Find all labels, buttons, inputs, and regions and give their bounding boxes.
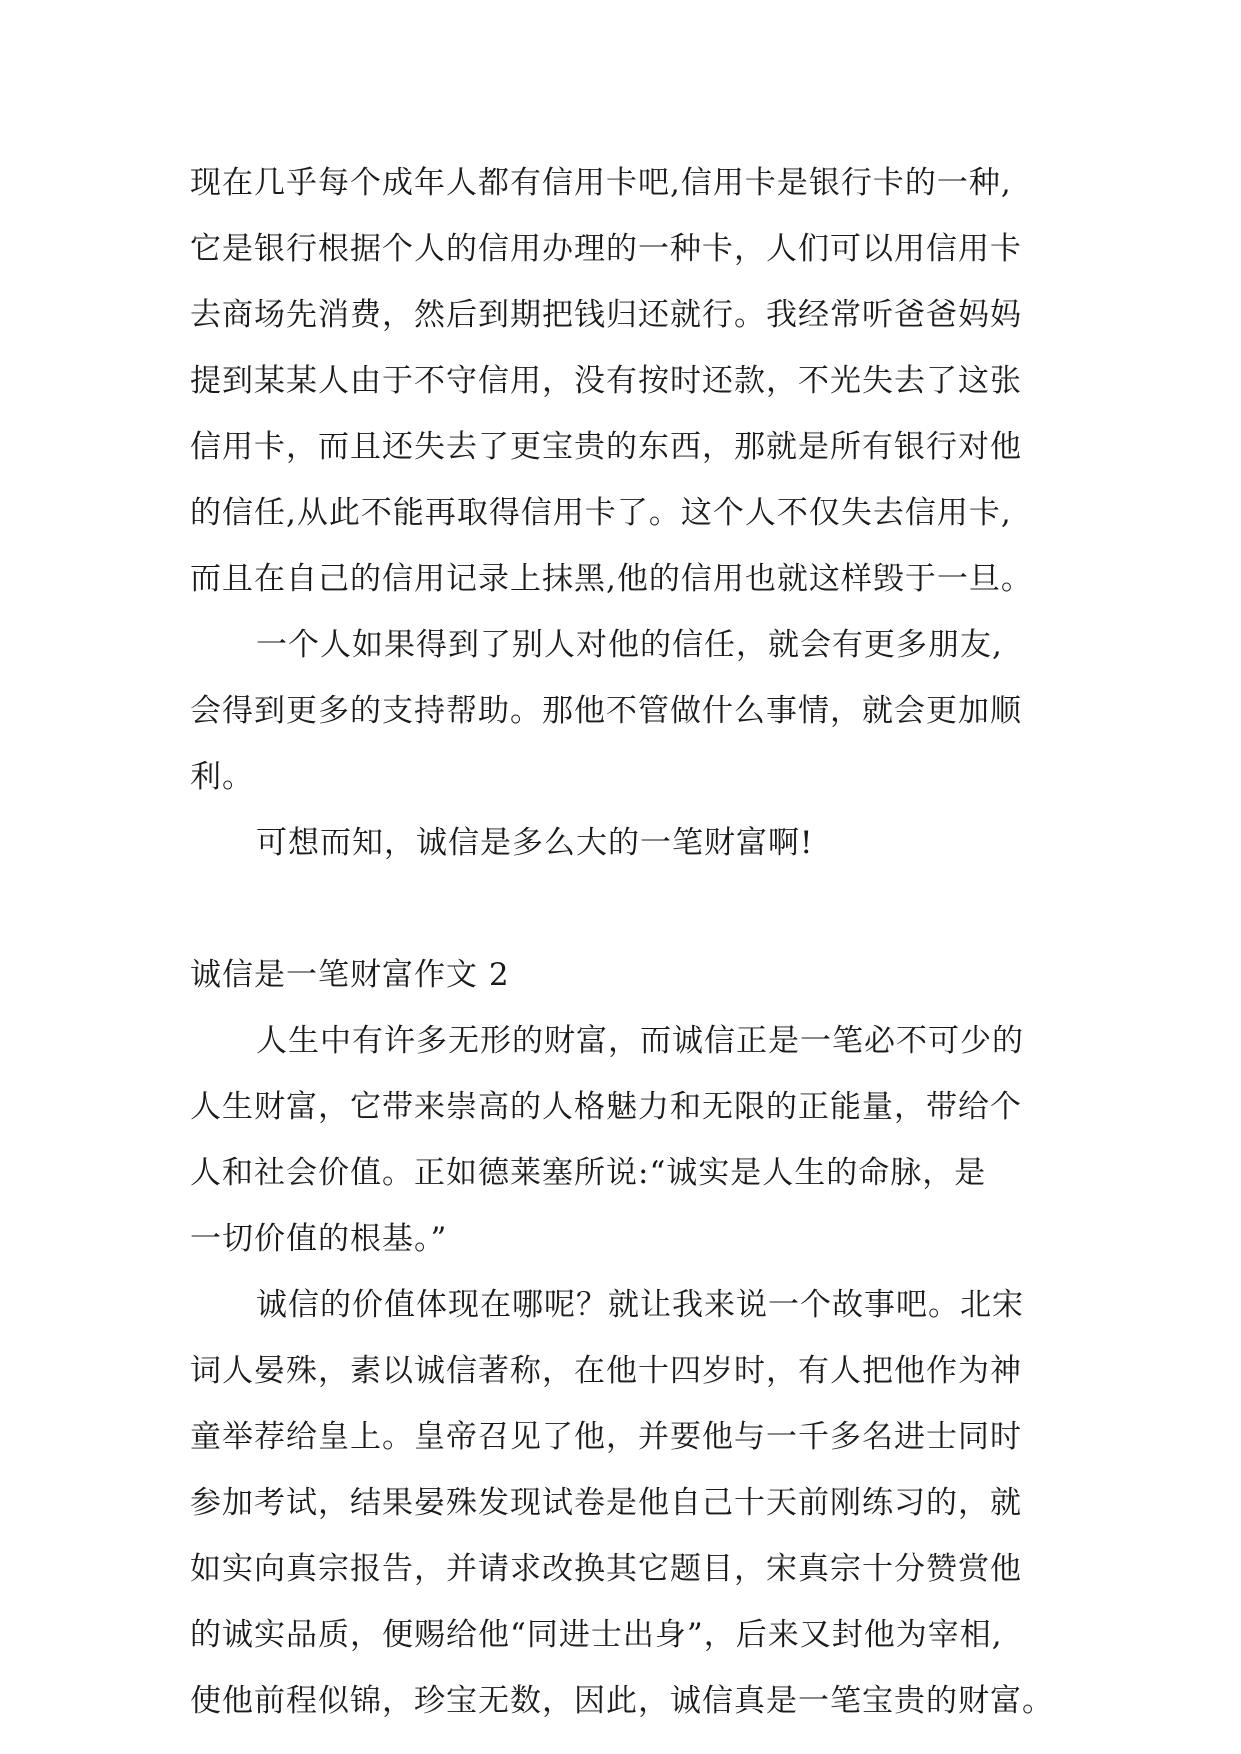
text-line: 而且在自己的信用记录上抹黑,他的信用也就这样毁于一旦。 [190,561,1033,597]
paragraph [190,622,1070,820]
text-line: 使他前程似锦，珍宝无数，因此，诚信真是一笔宝贵的财富。 [190,1683,1054,1719]
text-line: 可想而知，诚信是多么大的一笔财富啊! [256,825,814,861]
section-spacer [190,886,1070,952]
text-line: 一个人如果得到了别人对他的信任，就会有更多朋友, [256,627,1003,663]
text-line: 的诚实品质，便赐给他“同进士出身”，后来又封他为宰相, [190,1617,1003,1653]
paragraph [190,1282,1070,1744]
text-line: 利。 [190,759,254,795]
paragraph [190,820,1070,886]
paragraph [190,160,1070,622]
text-line: 信用卡，而且还失去了更宝贵的东西，那就是所有银行对他 [190,429,1022,465]
text-line: 去商场先消费，然后到期把钱归还就行。我经常听爸爸妈妈 [190,297,1022,333]
paragraph [190,1018,1070,1282]
text-line: 参加考试，结果晏殊发现试卷是他自己十天前刚练习的，就 [190,1485,1022,1521]
text-line: 人生财富，它带来崇高的人格魅力和无限的正能量，带给个 [190,1089,1022,1125]
text-line: 一切价值的根基。” [190,1221,448,1257]
text-line: 会得到更多的支持帮助。那他不管做什么事情，就会更加顺 [190,693,1022,729]
section-heading: 诚信是一笔财富作文 2 [190,957,510,993]
essay-content [190,160,1070,1744]
text-line: 如实向真宗报告，并请求改换其它题目，宋真宗十分赞赏他 [190,1551,1022,1587]
text-line: 诚信的价值体现在哪呢？就让我来说一个故事吧。北宋 [256,1287,1024,1323]
text-line: 童举荐给皇上。皇帝召见了他，并要他与一千多名进士同时 [190,1419,1022,1455]
text-line: 人生中有许多无形的财富，而诚信正是一笔必不可少的 [256,1023,1024,1059]
text-line: 它是银行根据个人的信用办理的一种卡，人们可以用信用卡 [190,231,1022,267]
text-line: 提到某某人由于不守信用，没有按时还款，不光失去了这张 [190,363,1022,399]
text-line: 现在几乎每个成年人都有信用卡吧,信用卡是银行卡的一种, [190,165,1012,201]
text-line: 词人晏殊，素以诚信著称，在他十四岁时，有人把他作为神 [190,1353,1022,1389]
text-line: 的信任,从此不能再取得信用卡了。这个人不仅失去信用卡, [190,495,1012,531]
text-line: 人和社会价值。正如德莱塞所说:“诚实是人生的命脉，是 [190,1155,987,1191]
